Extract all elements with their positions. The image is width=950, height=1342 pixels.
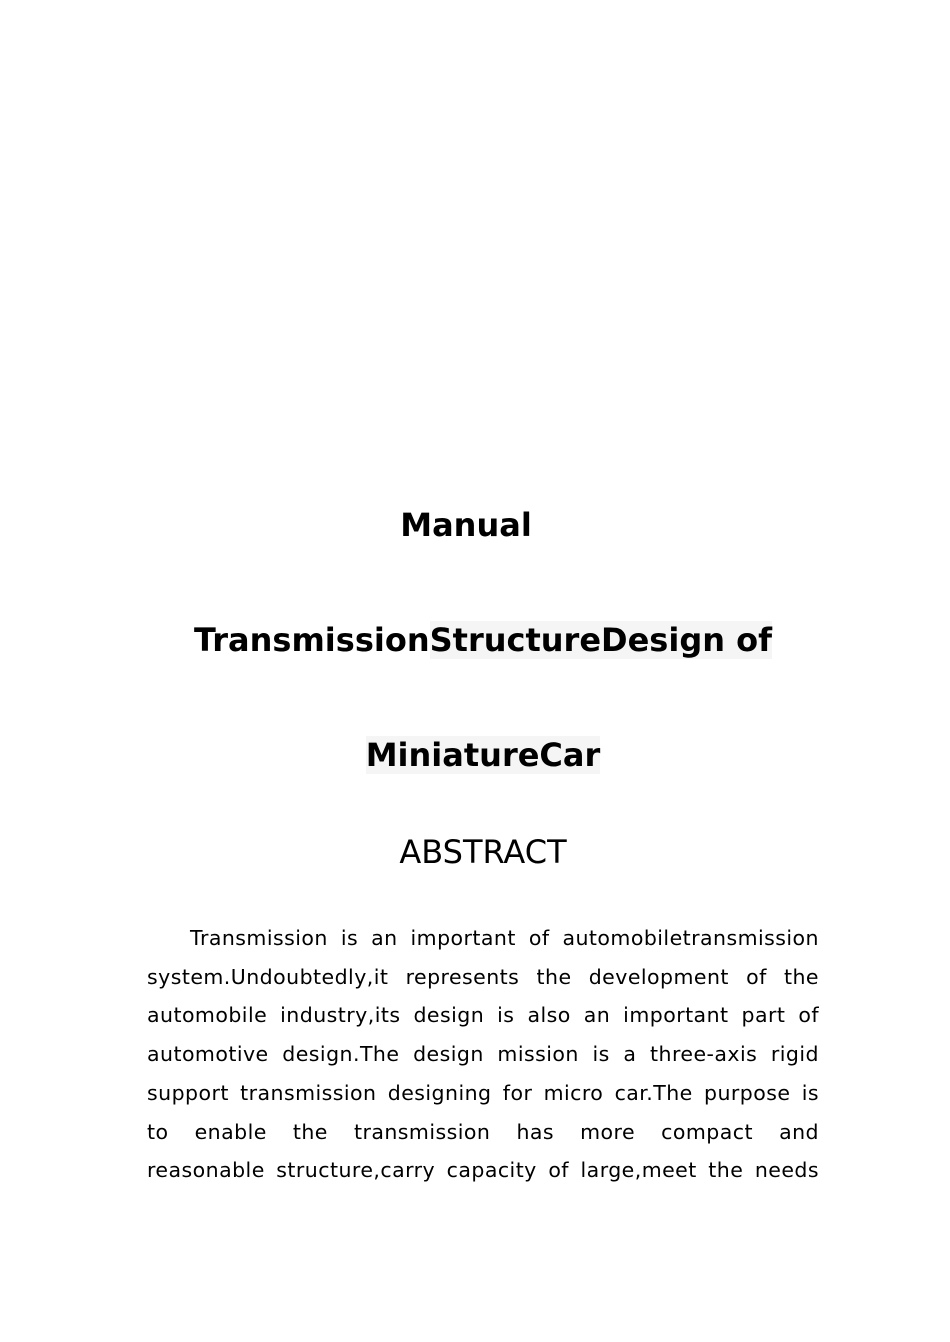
title-word-transmission: Transmission (193, 621, 430, 659)
title-line-2 (8, 620, 950, 660)
title-word-structure: Structure (429, 621, 602, 659)
abstract-line: system.Undoubtedly,it represents the development of the (147, 964, 819, 989)
abstract-line: to enable the transmission has more compact and (147, 1119, 819, 1144)
abstract-line: automobile industry,its design is also an important part of (147, 1003, 819, 1028)
abstract-line: automotive design.The design mission is a three-axis rigid (147, 1042, 819, 1067)
title-word-design-of: Design of (601, 621, 773, 659)
abstract-body (147, 919, 819, 1190)
abstract-line: reasonable structure,carry capacity of large,meet the needs (147, 1158, 819, 1183)
abstract-heading: ABSTRACT (399, 833, 567, 871)
title-line-1 (0, 505, 941, 545)
abstract-line: support transmission designing for micro car.The purpose is (147, 1080, 819, 1105)
abstract-line: Transmission is an important of automobiletransmission (190, 926, 819, 950)
title-word-manual: Manual (400, 506, 532, 544)
title-word-car: Car (539, 736, 601, 774)
title-word-miniature: Miniature (365, 736, 540, 774)
title-line-3 (8, 735, 950, 775)
